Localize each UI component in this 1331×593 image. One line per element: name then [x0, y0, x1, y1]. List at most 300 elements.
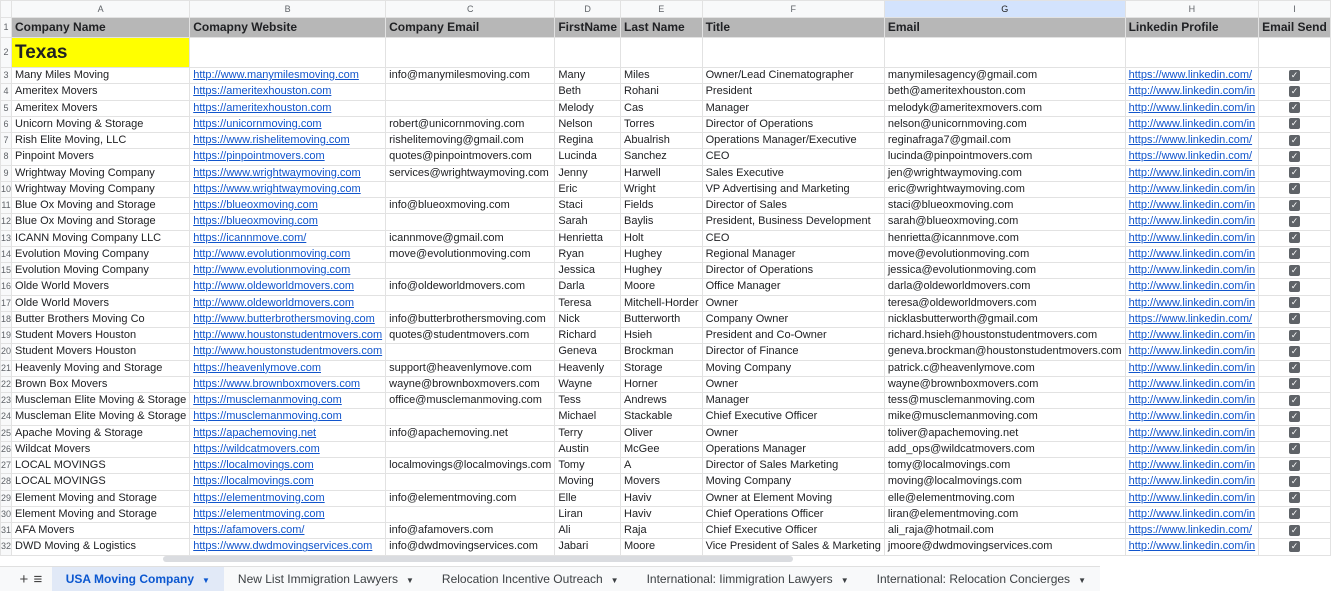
cell[interactable]: http://www.linkedin.com/in — [1125, 376, 1259, 392]
cell[interactable]: Nelson — [555, 116, 621, 132]
cell[interactable]: Eric — [555, 181, 621, 197]
cell[interactable]: President — [702, 84, 884, 100]
cell[interactable]: Blue Ox Moving and Storage — [12, 198, 190, 214]
cell[interactable]: Torres — [621, 116, 703, 132]
checkbox-checked-icon[interactable]: ✓ — [1290, 232, 1299, 243]
cell[interactable]: Butterworth — [621, 311, 703, 327]
cell[interactable]: LOCAL MOVINGS — [12, 458, 190, 474]
cell[interactable]: http://www.linkedin.com/in — [1125, 441, 1259, 457]
row-number[interactable]: 6 — [1, 116, 12, 132]
cell[interactable] — [702, 38, 884, 68]
row-number[interactable]: 7 — [1, 133, 12, 149]
cell[interactable]: Director of Sales — [702, 198, 884, 214]
email-send-cell[interactable] — [1259, 523, 1331, 539]
chevron-down-icon[interactable]: ▼ — [1078, 576, 1086, 585]
row-number[interactable]: 30 — [1, 506, 12, 522]
cell[interactable]: Elle — [555, 490, 621, 506]
cell[interactable]: http://www.linkedin.com/in — [1125, 279, 1259, 295]
cell[interactable]: Element Moving and Storage — [12, 490, 190, 506]
email-send-cell[interactable] — [1259, 376, 1331, 392]
header-cell[interactable]: Title — [702, 18, 884, 38]
cell[interactable] — [386, 263, 555, 279]
cell[interactable]: Liran — [555, 506, 621, 522]
checkbox-checked-icon[interactable]: ✓ — [1290, 524, 1299, 535]
cell[interactable]: Richard — [555, 328, 621, 344]
row-number[interactable]: 3 — [1, 68, 12, 84]
cell[interactable]: Henrietta — [555, 230, 621, 246]
header-cell[interactable]: Email — [884, 18, 1125, 38]
cell[interactable]: Many — [555, 68, 621, 84]
cell[interactable]: AFA Movers — [12, 523, 190, 539]
checkbox-checked-icon[interactable]: ✓ — [1290, 540, 1299, 551]
cell[interactable]: Jessica — [555, 263, 621, 279]
checkbox-checked-icon[interactable]: ✓ — [1290, 410, 1299, 421]
cell[interactable]: Director of Operations — [702, 263, 884, 279]
cell[interactable]: toliver@apachemoving.net — [884, 425, 1125, 441]
cell[interactable]: Ali — [555, 523, 621, 539]
cell[interactable]: Student Movers Houston — [12, 344, 190, 360]
cell[interactable]: Ameritex Movers — [12, 84, 190, 100]
cell[interactable]: Terry — [555, 425, 621, 441]
cell[interactable]: nelson@unicornmoving.com — [884, 116, 1125, 132]
row-number[interactable]: 14 — [1, 246, 12, 262]
cell[interactable]: Sales Executive — [702, 165, 884, 181]
cell[interactable]: elle@elementmoving.com — [884, 490, 1125, 506]
column-header-a[interactable]: A — [12, 1, 190, 18]
cell[interactable]: https://ameritexhouston.com — [190, 100, 386, 116]
cell[interactable]: Element Moving and Storage — [12, 506, 190, 522]
cell[interactable]: https://ameritexhouston.com — [190, 84, 386, 100]
column-header-f[interactable]: F — [702, 1, 884, 18]
email-send-cell[interactable] — [1259, 68, 1331, 84]
cell[interactable]: Olde World Movers — [12, 279, 190, 295]
column-header-e[interactable]: E — [621, 1, 703, 18]
cell[interactable]: Stackable — [621, 409, 703, 425]
cell[interactable] — [884, 38, 1125, 68]
select-all-corner[interactable] — [1, 1, 12, 18]
cell[interactable]: Hsieh — [621, 328, 703, 344]
cell[interactable]: Company Owner — [702, 311, 884, 327]
cell[interactable]: Andrews — [621, 393, 703, 409]
checkbox-checked-icon[interactable]: ✓ — [1290, 329, 1299, 340]
cell[interactable]: Horner — [621, 376, 703, 392]
cell[interactable]: Unicorn Moving & Storage — [12, 116, 190, 132]
checkbox-checked-icon[interactable]: ✓ — [1290, 150, 1299, 161]
cell[interactable]: Jenny — [555, 165, 621, 181]
row-number[interactable]: 13 — [1, 230, 12, 246]
cell[interactable]: https://www.linkedin.com/ — [1125, 149, 1259, 165]
row-number[interactable]: 9 — [1, 165, 12, 181]
cell[interactable]: manymilesagency@gmail.com — [884, 68, 1125, 84]
header-cell[interactable]: Comapny Website — [190, 18, 386, 38]
cell[interactable]: http://www.houstonstudentmovers.com — [190, 328, 386, 344]
cell[interactable]: Owner — [702, 376, 884, 392]
cell[interactable]: Moore — [621, 279, 703, 295]
cell[interactable]: tess@musclemanmoving.com — [884, 393, 1125, 409]
cell[interactable]: teresa@oldeworldmovers.com — [884, 295, 1125, 311]
cell[interactable]: http://www.oldeworldmovers.com — [190, 279, 386, 295]
cell[interactable]: move@evolutionmoving.com — [386, 246, 555, 262]
cell[interactable]: support@heavenlymove.com — [386, 360, 555, 376]
cell[interactable]: Regina — [555, 133, 621, 149]
column-header-i[interactable]: I — [1259, 1, 1331, 18]
checkbox-checked-icon[interactable]: ✓ — [1290, 280, 1299, 291]
row-number[interactable]: 32 — [1, 539, 12, 555]
cell[interactable]: Wayne — [555, 376, 621, 392]
cell[interactable]: Hughey — [621, 263, 703, 279]
email-send-cell[interactable] — [1259, 181, 1331, 197]
cell[interactable]: Nick — [555, 311, 621, 327]
checkbox-checked-icon[interactable]: ✓ — [1290, 362, 1299, 373]
checkbox-checked-icon[interactable]: ✓ — [1290, 248, 1299, 259]
cell[interactable]: jen@wrightwaymoving.com — [884, 165, 1125, 181]
all-sheets-menu-icon[interactable]: ≡ — [33, 570, 43, 588]
cell[interactable]: Evolution Moving Company — [12, 246, 190, 262]
cell[interactable]: https://afamovers.com/ — [190, 523, 386, 539]
email-send-cell[interactable] — [1259, 116, 1331, 132]
cell[interactable]: https://heavenlymove.com — [190, 360, 386, 376]
cell[interactable] — [621, 38, 703, 68]
cell[interactable]: Oliver — [621, 425, 703, 441]
cell[interactable]: eric@wrightwaymoving.com — [884, 181, 1125, 197]
row-number[interactable]: 19 — [1, 328, 12, 344]
sheet-tab[interactable] — [52, 567, 224, 591]
cell[interactable]: DWD Moving & Logistics — [12, 539, 190, 555]
email-send-cell[interactable] — [1259, 425, 1331, 441]
cell[interactable]: http://www.linkedin.com/in — [1125, 246, 1259, 262]
cell[interactable]: http://www.butterbrothersmoving.com — [190, 311, 386, 327]
email-send-cell[interactable] — [1259, 279, 1331, 295]
email-send-cell[interactable] — [1259, 539, 1331, 555]
cell[interactable]: darla@oldeworldmovers.com — [884, 279, 1125, 295]
cell[interactable]: https://pinpointmovers.com — [190, 149, 386, 165]
cell[interactable]: https://blueoxmoving.com — [190, 198, 386, 214]
cell[interactable]: CEO — [702, 149, 884, 165]
cell[interactable]: http://www.linkedin.com/in — [1125, 425, 1259, 441]
cell[interactable]: President and Co-Owner — [702, 328, 884, 344]
email-send-cell[interactable] — [1259, 214, 1331, 230]
cell[interactable]: https://www.brownboxmovers.com — [190, 376, 386, 392]
cell[interactable]: Director of Operations — [702, 116, 884, 132]
cell[interactable]: richard.hsieh@houstonstudentmovers.com — [884, 328, 1125, 344]
checkbox-checked-icon[interactable]: ✓ — [1290, 345, 1299, 356]
cell[interactable]: Pinpoint Movers — [12, 149, 190, 165]
cell[interactable]: patrick.c@heavenlymove.com — [884, 360, 1125, 376]
email-send-cell[interactable] — [1259, 328, 1331, 344]
row-number[interactable]: 21 — [1, 360, 12, 376]
cell[interactable]: move@evolutionmoving.com — [884, 246, 1125, 262]
email-send-cell[interactable] — [1259, 393, 1331, 409]
cell[interactable]: https://elementmoving.com — [190, 490, 386, 506]
cell[interactable]: info@manymilesmoving.com — [386, 68, 555, 84]
email-send-cell[interactable] — [1259, 490, 1331, 506]
column-header-h[interactable]: H — [1125, 1, 1259, 18]
cell[interactable]: Lucinda — [555, 149, 621, 165]
cell[interactable]: ali_raja@hotmail.com — [884, 523, 1125, 539]
cell[interactable]: Raja — [621, 523, 703, 539]
header-cell[interactable]: Email Send — [1259, 18, 1331, 38]
cell[interactable]: https://www.linkedin.com/ — [1125, 311, 1259, 327]
cell[interactable]: Rish Elite Moving, LLC — [12, 133, 190, 149]
cell[interactable]: Darla — [555, 279, 621, 295]
cell[interactable]: Tomy — [555, 458, 621, 474]
email-send-cell[interactable] — [1259, 230, 1331, 246]
cell[interactable]: jessica@evolutionmoving.com — [884, 263, 1125, 279]
cell[interactable]: Blue Ox Moving and Storage — [12, 214, 190, 230]
cell[interactable]: Storage — [621, 360, 703, 376]
row-number[interactable]: 1 — [1, 18, 12, 38]
cell[interactable]: moving@localmovings.com — [884, 474, 1125, 490]
cell[interactable]: https://localmovings.com — [190, 458, 386, 474]
checkbox-checked-icon[interactable]: ✓ — [1290, 215, 1299, 226]
cell[interactable]: office@musclemanmoving.com — [386, 393, 555, 409]
checkbox-checked-icon[interactable]: ✓ — [1290, 167, 1299, 178]
cell[interactable]: https://wildcatmovers.com — [190, 441, 386, 457]
cell[interactable]: http://www.houstonstudentmovers.com — [190, 344, 386, 360]
checkbox-checked-icon[interactable]: ✓ — [1290, 183, 1299, 194]
column-header-g[interactable]: G — [884, 1, 1125, 18]
cell[interactable]: LOCAL MOVINGS — [12, 474, 190, 490]
row-number[interactable]: 16 — [1, 279, 12, 295]
header-cell[interactable]: Company Email — [386, 18, 555, 38]
cell[interactable]: https://www.dwdmovingservices.com — [190, 539, 386, 555]
cell[interactable]: http://www.linkedin.com/in — [1125, 393, 1259, 409]
cell[interactable]: http://www.linkedin.com/in — [1125, 328, 1259, 344]
cell[interactable]: https://www.linkedin.com/ — [1125, 68, 1259, 84]
cell[interactable]: quotes@studentmovers.com — [386, 328, 555, 344]
sheet-tab[interactable] — [428, 567, 633, 591]
cell[interactable]: Brown Box Movers — [12, 376, 190, 392]
row-number[interactable]: 31 — [1, 523, 12, 539]
cell[interactable]: Abualrish — [621, 133, 703, 149]
cell[interactable]: info@butterbrothersmoving.com — [386, 311, 555, 327]
cell[interactable]: http://www.evolutionmoving.com — [190, 246, 386, 262]
checkbox-checked-icon[interactable]: ✓ — [1290, 492, 1299, 503]
cell[interactable]: Moving — [555, 474, 621, 490]
column-header-c[interactable]: C — [386, 1, 555, 18]
row-number[interactable]: 15 — [1, 263, 12, 279]
cell[interactable]: A — [621, 458, 703, 474]
cell[interactable] — [386, 84, 555, 100]
checkbox-checked-icon[interactable]: ✓ — [1290, 199, 1299, 210]
cell[interactable]: Owner — [702, 425, 884, 441]
cell[interactable]: Baylis — [621, 214, 703, 230]
checkbox-checked-icon[interactable]: ✓ — [1290, 134, 1299, 145]
checkbox-checked-icon[interactable]: ✓ — [1290, 297, 1299, 308]
cell[interactable]: Geneva — [555, 344, 621, 360]
checkbox-checked-icon[interactable]: ✓ — [1290, 85, 1299, 96]
cell[interactable]: President, Business Development — [702, 214, 884, 230]
cell[interactable]: info@apachemoving.net — [386, 425, 555, 441]
cell[interactable]: http://www.linkedin.com/in — [1125, 84, 1259, 100]
cell[interactable]: Sanchez — [621, 149, 703, 165]
cell[interactable]: Olde World Movers — [12, 295, 190, 311]
cell[interactable]: Ameritex Movers — [12, 100, 190, 116]
cell[interactable]: localmovings@localmovings.com — [386, 458, 555, 474]
cell[interactable]: info@dwdmovingservices.com — [386, 539, 555, 555]
header-cell[interactable]: Linkedin Profile — [1125, 18, 1259, 38]
cell[interactable] — [386, 441, 555, 457]
cell[interactable]: add_ops@wildcatmovers.com — [884, 441, 1125, 457]
cell[interactable]: https://www.rishelitemoving.com — [190, 133, 386, 149]
cell[interactable]: Chief Executive Officer — [702, 523, 884, 539]
row-number[interactable]: 17 — [1, 295, 12, 311]
cell[interactable]: Regional Manager — [702, 246, 884, 262]
checkbox-checked-icon[interactable]: ✓ — [1290, 459, 1299, 470]
cell[interactable] — [386, 38, 555, 68]
email-send-cell[interactable] — [1259, 263, 1331, 279]
cell[interactable]: http://www.linkedin.com/in — [1125, 506, 1259, 522]
cell[interactable] — [386, 181, 555, 197]
email-send-cell[interactable] — [1259, 458, 1331, 474]
header-cell[interactable]: Last Name — [621, 18, 703, 38]
chevron-down-icon[interactable]: ▼ — [405, 576, 414, 585]
cell[interactable]: quotes@pinpointmovers.com — [386, 149, 555, 165]
cell[interactable]: http://www.evolutionmoving.com — [190, 263, 386, 279]
cell[interactable]: robert@unicornmoving.com — [386, 116, 555, 132]
cell[interactable]: Cas — [621, 100, 703, 116]
cell[interactable]: beth@ameritexhouston.com — [884, 84, 1125, 100]
checkbox-checked-icon[interactable]: ✓ — [1290, 378, 1299, 389]
row-number[interactable]: 5 — [1, 100, 12, 116]
sheet-tab[interactable] — [224, 567, 428, 591]
row-number[interactable]: 22 — [1, 376, 12, 392]
cell[interactable]: Heavenly — [555, 360, 621, 376]
cell[interactable]: sarah@blueoxmoving.com — [884, 214, 1125, 230]
sheet-tab[interactable] — [633, 567, 863, 591]
row-number[interactable]: 4 — [1, 84, 12, 100]
cell[interactable]: Jabari — [555, 539, 621, 555]
checkbox-checked-icon[interactable]: ✓ — [1290, 118, 1299, 129]
cell[interactable]: http://www.linkedin.com/in — [1125, 116, 1259, 132]
cell[interactable] — [555, 38, 621, 68]
sheet-tab[interactable] — [863, 567, 1100, 591]
email-send-cell[interactable] — [1259, 311, 1331, 327]
cell[interactable]: http://www.linkedin.com/in — [1125, 181, 1259, 197]
cell[interactable]: http://www.linkedin.com/in — [1125, 474, 1259, 490]
row-number[interactable]: 18 — [1, 311, 12, 327]
cell[interactable]: https://www.linkedin.com/ — [1125, 133, 1259, 149]
cell[interactable]: Rohani — [621, 84, 703, 100]
cell[interactable]: nicklasbutterworth@gmail.com — [884, 311, 1125, 327]
cell[interactable] — [1125, 38, 1259, 68]
cell[interactable] — [386, 295, 555, 311]
cell[interactable]: Heavenly Moving and Storage — [12, 360, 190, 376]
cell[interactable]: henrietta@icannmove.com — [884, 230, 1125, 246]
cell[interactable]: http://www.linkedin.com/in — [1125, 230, 1259, 246]
cell[interactable]: Haviv — [621, 490, 703, 506]
row-number[interactable]: 12 — [1, 214, 12, 230]
checkbox-checked-icon[interactable]: ✓ — [1290, 475, 1299, 486]
email-send-cell[interactable] — [1259, 506, 1331, 522]
cell[interactable]: Vice President of Sales & Marketing — [702, 539, 884, 555]
cell[interactable]: Wrightway Moving Company — [12, 165, 190, 181]
cell[interactable]: Student Movers Houston — [12, 328, 190, 344]
cell[interactable]: http://www.linkedin.com/in — [1125, 198, 1259, 214]
email-send-cell[interactable] — [1259, 246, 1331, 262]
cell[interactable]: https://www.linkedin.com/ — [1125, 523, 1259, 539]
email-send-cell[interactable] — [1259, 360, 1331, 376]
cell[interactable]: icannmove@gmail.com — [386, 230, 555, 246]
cell[interactable]: Fields — [621, 198, 703, 214]
email-send-cell[interactable] — [1259, 84, 1331, 100]
cell[interactable]: Muscleman Elite Moving & Storage — [12, 409, 190, 425]
cell[interactable]: Harwell — [621, 165, 703, 181]
cell[interactable]: Operations Manager/Executive — [702, 133, 884, 149]
cell[interactable]: https://apachemoving.net — [190, 425, 386, 441]
cell[interactable]: Owner — [702, 295, 884, 311]
cell[interactable]: http://www.linkedin.com/in — [1125, 458, 1259, 474]
row-number[interactable]: 11 — [1, 198, 12, 214]
cell[interactable]: Michael — [555, 409, 621, 425]
cell[interactable]: liran@elementmoving.com — [884, 506, 1125, 522]
row-number[interactable]: 8 — [1, 149, 12, 165]
email-send-cell[interactable] — [1259, 409, 1331, 425]
email-send-cell[interactable] — [1259, 198, 1331, 214]
cell[interactable]: http://www.linkedin.com/in — [1125, 490, 1259, 506]
cell[interactable]: http://www.linkedin.com/in — [1125, 409, 1259, 425]
cell[interactable] — [386, 100, 555, 116]
cell[interactable]: Ryan — [555, 246, 621, 262]
row-number[interactable]: 29 — [1, 490, 12, 506]
header-cell[interactable]: FirstName — [555, 18, 621, 38]
cell[interactable]: Brockman — [621, 344, 703, 360]
cell[interactable]: https://unicornmoving.com — [190, 116, 386, 132]
section-title[interactable]: Texas — [12, 38, 190, 68]
cell[interactable]: http://www.linkedin.com/in — [1125, 263, 1259, 279]
cell[interactable]: rishelitemoving@gmail.com — [386, 133, 555, 149]
cell[interactable]: Beth — [555, 84, 621, 100]
cell[interactable]: Evolution Moving Company — [12, 263, 190, 279]
cell[interactable]: CEO — [702, 230, 884, 246]
cell[interactable]: https://elementmoving.com — [190, 506, 386, 522]
cell[interactable]: Owner at Element Moving — [702, 490, 884, 506]
chevron-down-icon[interactable]: ▼ — [840, 576, 849, 585]
row-number[interactable]: 25 — [1, 425, 12, 441]
email-send-cell[interactable] — [1259, 100, 1331, 116]
cell[interactable]: http://www.linkedin.com/in — [1125, 295, 1259, 311]
cell[interactable]: Director of Sales Marketing — [702, 458, 884, 474]
cell[interactable]: Director of Finance — [702, 344, 884, 360]
cell[interactable]: Muscleman Elite Moving & Storage — [12, 393, 190, 409]
cell[interactable]: staci@blueoxmoving.com — [884, 198, 1125, 214]
cell[interactable]: Manager — [702, 100, 884, 116]
row-number[interactable]: 2 — [1, 38, 12, 68]
cell[interactable]: Owner/Lead Cinematographer — [702, 68, 884, 84]
checkbox-checked-icon[interactable]: ✓ — [1290, 264, 1299, 275]
cell[interactable]: Wildcat Movers — [12, 441, 190, 457]
row-number[interactable]: 27 — [1, 458, 12, 474]
cell[interactable]: Many Miles Moving — [12, 68, 190, 84]
checkbox-checked-icon[interactable]: ✓ — [1290, 313, 1299, 324]
cell[interactable]: https://www.wrightwaymoving.com — [190, 165, 386, 181]
checkbox-checked-icon[interactable]: ✓ — [1290, 394, 1299, 405]
email-send-cell[interactable] — [1259, 295, 1331, 311]
cell[interactable]: mike@musclemanmoving.com — [884, 409, 1125, 425]
cell[interactable] — [386, 409, 555, 425]
email-send-cell[interactable] — [1259, 474, 1331, 490]
cell[interactable]: Melody — [555, 100, 621, 116]
email-send-cell[interactable] — [1259, 133, 1331, 149]
column-header-b[interactable]: B — [190, 1, 386, 18]
cell[interactable] — [386, 474, 555, 490]
cell[interactable]: services@wrightwaymoving.com — [386, 165, 555, 181]
cell[interactable]: ICANN Moving Company LLC — [12, 230, 190, 246]
cell[interactable]: http://www.oldeworldmovers.com — [190, 295, 386, 311]
cell[interactable]: Movers — [621, 474, 703, 490]
cell[interactable] — [386, 214, 555, 230]
cell[interactable]: Moore — [621, 539, 703, 555]
